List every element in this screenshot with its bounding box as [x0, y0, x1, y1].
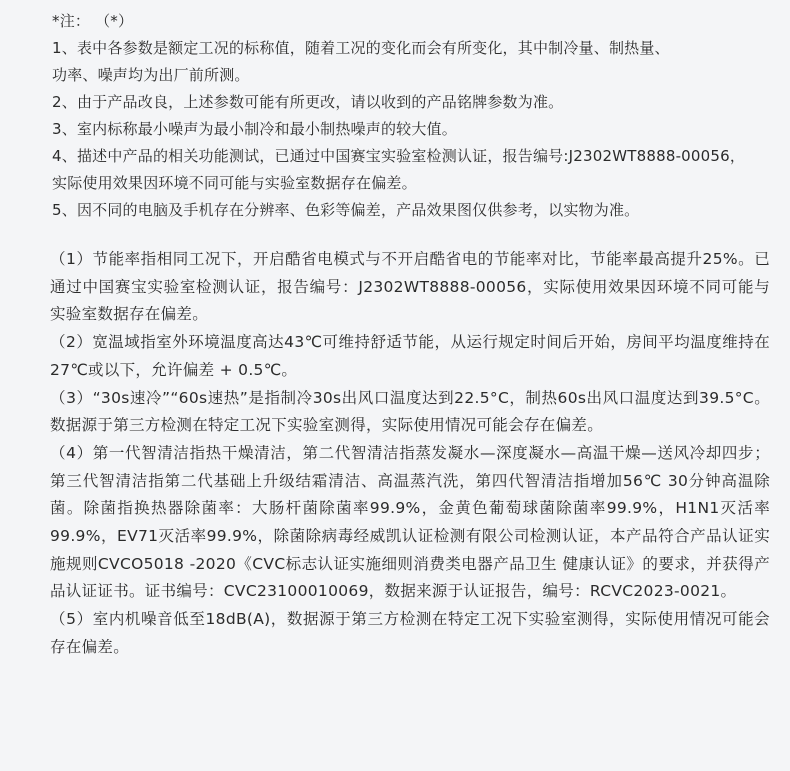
note-line: 2、由于产品改良，上述参数可能有所更改，请以收到的产品铭牌参数为准。: [52, 93, 564, 111]
footnote-3: （3）“30s速冷”“60s速热”是指制冷30s出风口温度达到22.5°C，制热60s出风口温度达到39.5°C。数据源于第三方检测在特定工况下实验室测得，实际使用情况可能会存在偏差。: [50, 388, 770, 435]
note-line: 功率、噪声均为出厂前所测。: [52, 66, 250, 84]
notes-header: *注： （*）: [52, 12, 134, 30]
footnote-5: （5）室内机噪音低至18dB(A)，数据源于第三方检测在特定工况下实验室测得，实际使用情况可能会存在偏差。: [50, 610, 770, 656]
note-line: 1、表中各参数是额定工况的标称值，随着工况的变化而会有所变化，其中制冷量、制热量、: [52, 39, 670, 57]
notes-section: [52, 8, 768, 224]
footnote-1: （1）节能率指相同工况下，开启酷省电模式与不开启酷省电的节能率对比，节能率最高提升25%。已通过中国赛宝实验室检测认证，报告编号：J2302WT8888-00056，实际使用效果因环境不同可能与实验室数据存在偏差。: [50, 250, 770, 324]
note-line: 3、室内标称最小噪声为最小制冷和最小制热噪声的较大值。: [52, 120, 457, 138]
section-gap: [52, 224, 768, 246]
note-line: 5、因不同的电脑及手机存在分辨率、色彩等偏差，产品效果图仅供参考，以实物为准。: [52, 201, 640, 219]
footnote-2: （2）宽温域指室外环境温度高达43℃可维持舒适节能，从运行规定时间后开始，房间平均温度维持在27℃或以下，允许偏差 + 0.5℃。: [50, 333, 770, 379]
note-line: 实际使用效果因环境不同可能与实验室数据存在偏差。: [52, 174, 417, 192]
footnote-4: （4）第一代智清洁指热干燥清洁，第二代智清洁指蒸发凝水—深度凝水—高温干燥—送风冷却四步；第三代智清洁指第二代基础上升级结霜清洁、高温蒸汽洗，第四代智清洁指增加56℃ 30分钟高温除菌。除菌指换热器除菌率：大肠杆菌除菌率99.9%，金黄色葡萄球菌除菌率99.9%，H1N1灭活率99.9%，EV71灭活率99.9%，除菌除病毒经威凯认证检测有限公司检测认证，本产品符合产品认证实施规则CVCO5018 -2020《CVC标志认证实施细则消费类电器产品卫生 健康认证》的要求，并获得产品认证证书。证书编号：CVC23100010069，数据来源于认证报告，编号：RCVC2023-0021。: [50, 443, 770, 601]
footnotes-section: [50, 246, 770, 662]
note-line: 4、描述中产品的相关功能测试，已通过中国赛宝实验室检测认证，报告编号:J2302WT8888-00056，: [52, 147, 746, 165]
